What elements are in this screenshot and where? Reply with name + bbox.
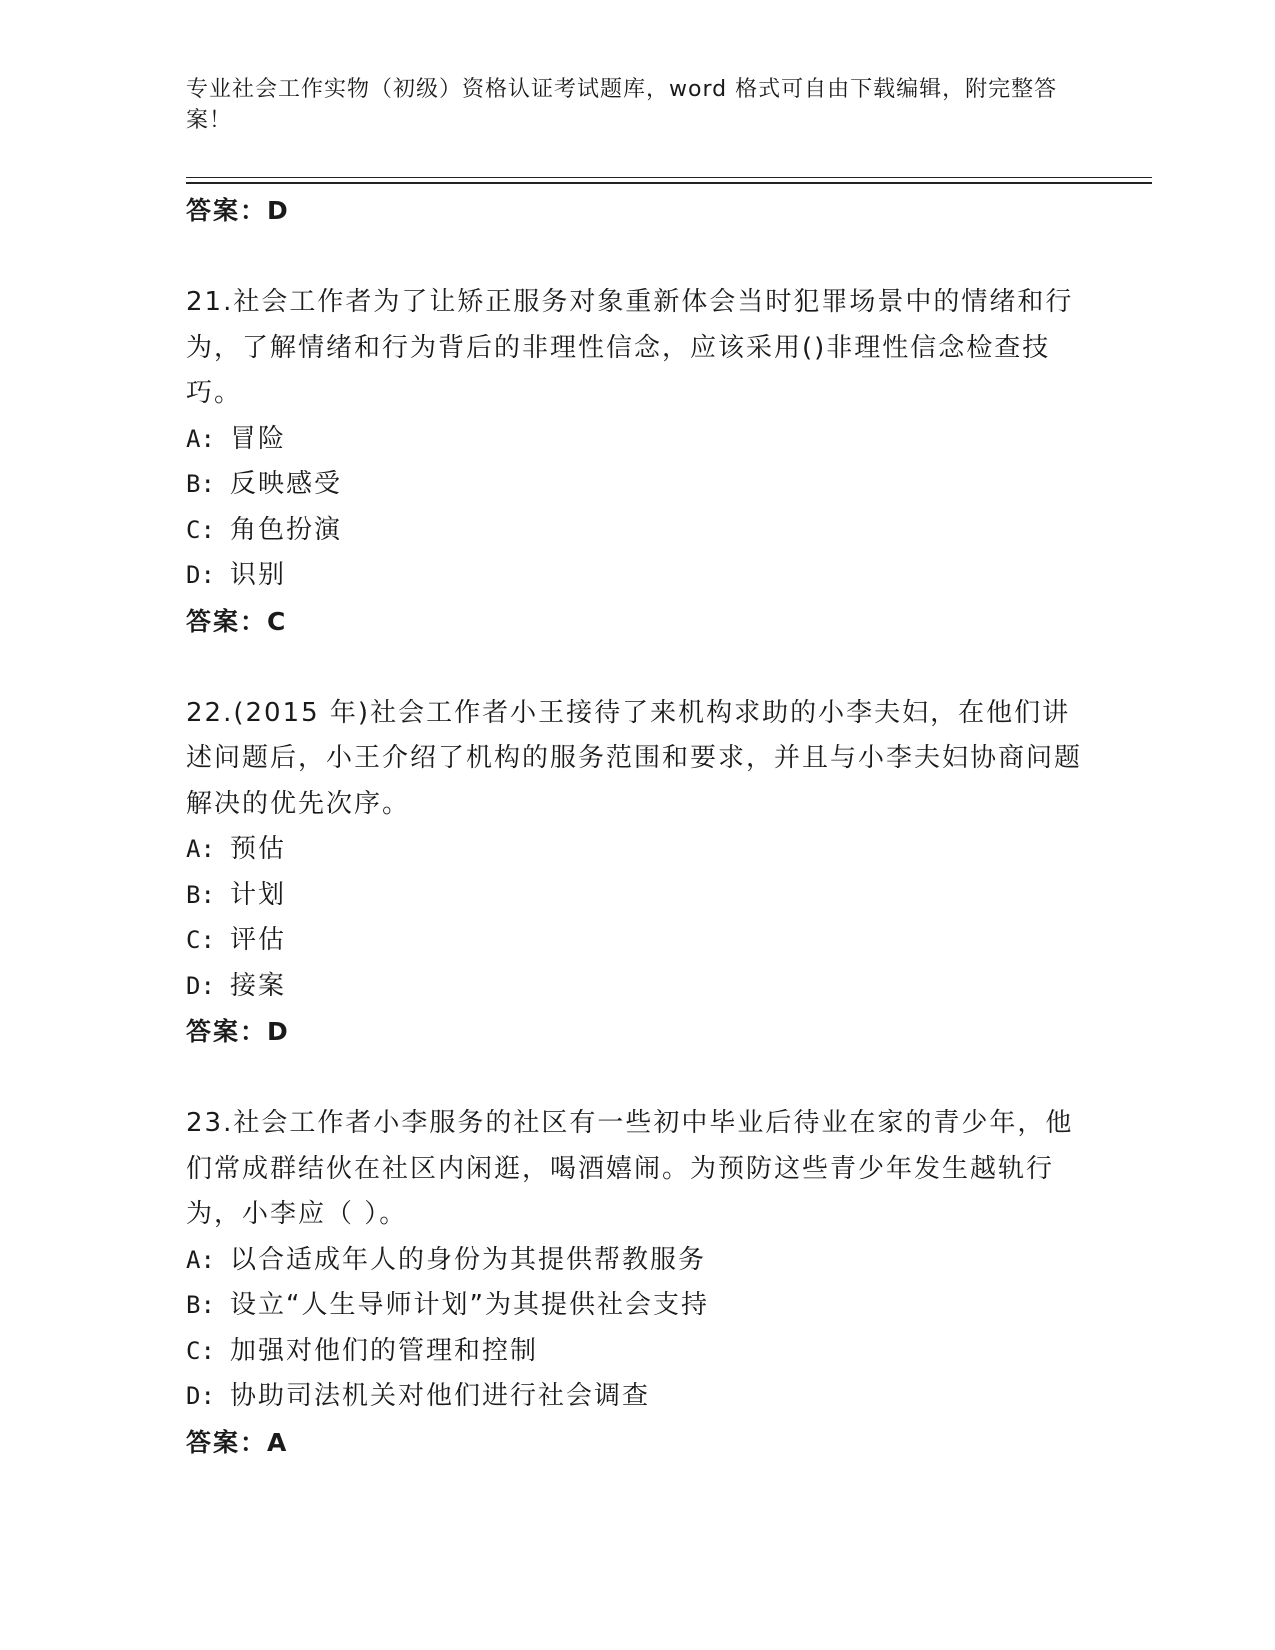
option-d <box>186 553 1086 599</box>
option-b <box>186 873 1086 919</box>
answer-line: 答案：D <box>186 1017 290 1046</box>
option-letter: D: <box>186 971 215 1000</box>
option-letter: B: <box>186 1291 215 1319</box>
option-text: 预估 <box>230 834 287 864</box>
option-a <box>186 827 1086 873</box>
option-b <box>186 1283 1086 1329</box>
option-text: 设立“人生导师计划”为其提供社会支持 <box>230 1290 709 1320</box>
document-body <box>186 188 1086 1466</box>
option-letter: C: <box>186 1336 215 1365</box>
option-text: 加强对他们的管理和控制 <box>230 1335 539 1366</box>
option-letter: B: <box>186 470 215 498</box>
question-text: 23.社会工作者小李服务的社区有一些初中毕业后待业在家的青少年，他们常成群结伙在社区内闲逛，喝酒嬉闹。为预防这些青少年发生越轨行为，小李应（ ）。 <box>186 1108 1074 1229</box>
option-letter: D: <box>186 561 215 589</box>
option-letter: A: <box>186 424 215 453</box>
option-text: 反映感受 <box>230 469 343 499</box>
question-block <box>186 1101 1086 1466</box>
spacer <box>186 645 1086 691</box>
answer-line: 答案：D <box>186 196 290 225</box>
option-letter: C: <box>186 926 215 954</box>
question-text: 21.社会工作者为了让矫正服务对象重新体会当时犯罪场景中的情绪和行为，了解情绪和行为背后的非理性信念，应该采用()非理性信念检查技巧。 <box>186 287 1074 408</box>
answer-line: 答案：A <box>186 1427 289 1457</box>
option-text: 以合适成年人的身份为其提供帮教服务 <box>230 1244 707 1275</box>
option-c <box>186 1329 1086 1375</box>
header-rule-thin <box>186 177 1152 178</box>
header-rule-thick <box>186 182 1152 184</box>
option-text: 计划 <box>230 879 287 910</box>
option-text: 角色扮演 <box>230 514 343 545</box>
option-letter: B: <box>186 880 215 909</box>
option-a <box>186 1238 1086 1284</box>
option-a <box>186 417 1086 463</box>
option-text: 识别 <box>230 560 287 590</box>
option-text: 冒险 <box>230 423 287 454</box>
option-d <box>186 1374 1086 1420</box>
option-text: 评估 <box>230 925 287 955</box>
question-text: 22.(2015 年)社会工作者小王接待了来机构求助的小李夫妇，在他们讲述问题后，小王介绍了机构的服务范围和要求，并且与小李夫妇协商问题解决的优先次序。 <box>186 697 1083 819</box>
option-b <box>186 462 1086 508</box>
spacer <box>186 234 1086 280</box>
option-text: 协助司法机关对他们进行社会调查 <box>230 1381 651 1411</box>
option-c <box>186 508 1086 554</box>
spacer <box>186 1055 1086 1101</box>
option-letter: A: <box>186 1245 215 1274</box>
question-block <box>186 691 1086 1056</box>
question-block <box>186 280 1086 645</box>
option-c <box>186 918 1086 964</box>
answer-line: 答案：C <box>186 606 288 636</box>
option-letter: D: <box>186 1382 215 1410</box>
option-text: 接案 <box>230 970 287 1001</box>
option-letter: A: <box>186 835 215 863</box>
option-letter: C: <box>186 515 215 544</box>
option-d <box>186 964 1086 1010</box>
document-header: 专业社会工作实物（初级）资格认证考试题库，word 格式可自由下载编辑，附完整答案！ <box>186 77 1058 133</box>
